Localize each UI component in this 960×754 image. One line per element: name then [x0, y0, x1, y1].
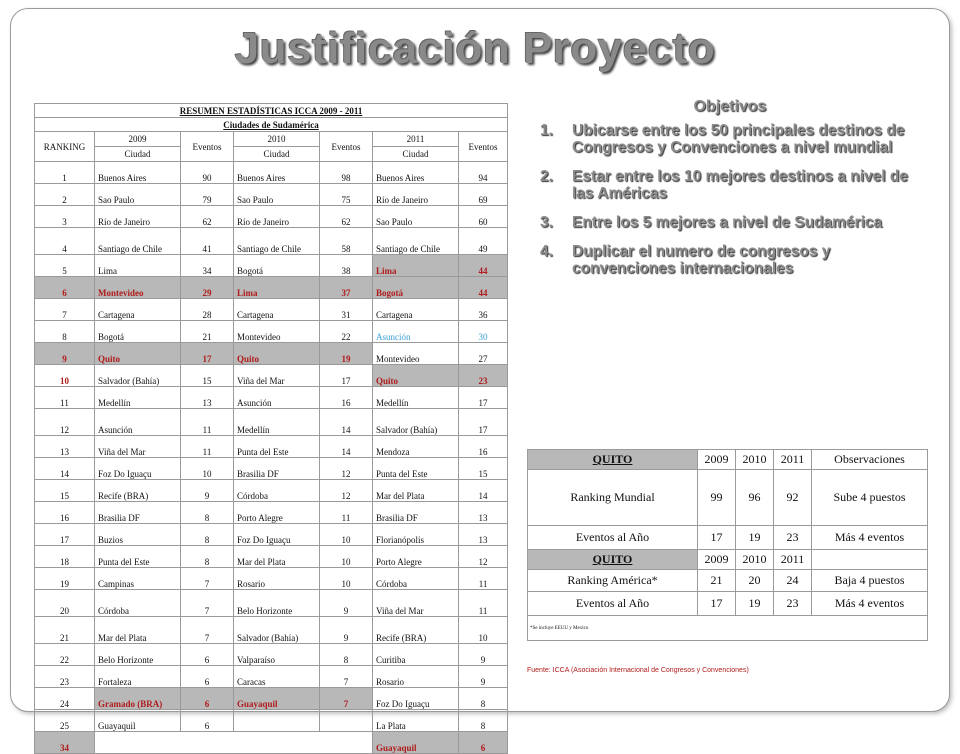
city-2011-cell: La Plata — [373, 710, 459, 732]
city-2010-cell: Salvador (Bahía) — [234, 617, 320, 644]
city-2011-cell: Lima — [373, 255, 459, 277]
events-2009-cell: 8 — [181, 502, 234, 524]
events-2011-cell: 49 — [459, 228, 508, 255]
year-2009-header: 2009 — [95, 132, 181, 147]
rank-cell: 1 — [35, 162, 95, 184]
events-2009-cell: 15 — [181, 365, 234, 387]
rank-cell: 8 — [35, 321, 95, 343]
empty-cell — [812, 550, 928, 570]
observation-cell: Más 4 eventos — [812, 526, 928, 550]
events-2010-cell: 7 — [320, 666, 373, 688]
city-2010-cell: Guayaquil — [234, 688, 320, 710]
city-2011-cell: Río de Janeiro — [373, 184, 459, 206]
events-2009-cell: 6 — [181, 710, 234, 732]
quito-header: QUITO — [528, 550, 698, 570]
table-row — [35, 546, 508, 568]
events-2009-cell: 79 — [181, 184, 234, 206]
events-2010-cell: 75 — [320, 184, 373, 206]
events-2011-cell: 12 — [459, 546, 508, 568]
events-2009-cell: 6 — [181, 666, 234, 688]
events-2011-cell: 9 — [459, 644, 508, 666]
rank-cell: 10 — [35, 365, 95, 387]
city-2009-cell: Salvador (Bahía) — [95, 365, 181, 387]
objectives-panel — [540, 98, 930, 289]
events-2010-cell: 17 — [320, 365, 373, 387]
objective-item — [540, 122, 930, 156]
events-2010-cell: 12 — [320, 480, 373, 502]
events-2011-cell: 69 — [459, 184, 508, 206]
events-2011-cell: 8 — [459, 710, 508, 732]
city-2009-cell: Punta del Este — [95, 546, 181, 568]
table-row — [35, 710, 508, 732]
table-row — [35, 524, 508, 546]
city-2009-cell: Asunción — [95, 409, 181, 436]
city-2011-cell: Florianópolis — [373, 524, 459, 546]
city-2009-cell: Guayaquil — [95, 710, 181, 732]
year-header: 2009 — [698, 450, 736, 470]
events-2009-cell: 7 — [181, 617, 234, 644]
events-2009-cell: 9 — [181, 480, 234, 502]
table-row — [35, 162, 508, 184]
table-cell: 21 — [698, 570, 736, 592]
events-2011-cell: 94 — [459, 162, 508, 184]
city-2009-cell: Mar del Plata — [95, 617, 181, 644]
city-2011-cell: Mendoza — [373, 436, 459, 458]
rank-cell: 4 — [35, 228, 95, 255]
table-cell: 23 — [774, 592, 812, 616]
city-2011-cell: Salvador (Bahía) — [373, 409, 459, 436]
events-2011-cell: 44 — [459, 255, 508, 277]
table-row — [35, 321, 508, 343]
table-row — [35, 458, 508, 480]
events-2009-cell: 62 — [181, 206, 234, 228]
events-2009-cell: 6 — [181, 688, 234, 710]
city-2011-cell: Santiago de Chile — [373, 228, 459, 255]
rank-cell: 20 — [35, 590, 95, 617]
city-2010-cell: Asunción — [234, 387, 320, 409]
city-2009-cell: Campinas — [95, 568, 181, 590]
table-row — [35, 590, 508, 617]
table-cell: 99 — [698, 470, 736, 526]
events-2009-cell: 13 — [181, 387, 234, 409]
events-2009-cell: 28 — [181, 299, 234, 321]
city-2009-cell: Quito — [95, 343, 181, 365]
city-2009-cell: Montevideo — [95, 277, 181, 299]
rank-cell: 13 — [35, 436, 95, 458]
icca-stats-table — [34, 103, 508, 754]
events-2009-cell: 10 — [181, 458, 234, 480]
events-2010-cell: 22 — [320, 321, 373, 343]
table-row — [35, 666, 508, 688]
events-2011-cell: 14 — [459, 480, 508, 502]
table-row — [35, 644, 508, 666]
city-2010-cell: Brasilia DF — [234, 458, 320, 480]
observaciones-header: Observaciones — [812, 450, 928, 470]
table-row — [35, 688, 508, 710]
city-2010-cell: Río de Janeiro — [234, 206, 320, 228]
city-2009-cell: Fortaleza — [95, 666, 181, 688]
table-cell: 24 — [774, 570, 812, 592]
city-2011-cell: Brasilia DF — [373, 502, 459, 524]
events-2011-cell: 13 — [459, 502, 508, 524]
city-2010-cell: Bogotá — [234, 255, 320, 277]
city-2010-cell: Porto Alegre — [234, 502, 320, 524]
rank-cell: 5 — [35, 255, 95, 277]
events-2011-cell: 13 — [459, 524, 508, 546]
events-2010-cell: 11 — [320, 502, 373, 524]
events-2009-cell: 11 — [181, 436, 234, 458]
city-2011-cell: Montevideo — [373, 343, 459, 365]
year-header: 2010 — [736, 450, 774, 470]
city-2010-cell: Punta del Este — [234, 436, 320, 458]
year-2011-header: 2011 — [373, 132, 459, 147]
rank-cell: 22 — [35, 644, 95, 666]
events-2011-cell: 10 — [459, 617, 508, 644]
table-row — [35, 480, 508, 502]
events-2010-cell — [320, 710, 373, 732]
events-2010-cell: 9 — [320, 590, 373, 617]
rank-cell: 23 — [35, 666, 95, 688]
city-2009-cell: Buzios — [95, 524, 181, 546]
year-header: 2011 — [774, 550, 812, 570]
ciudad-2009-header: Ciudad — [95, 147, 181, 162]
city-2010-cell: Córdoba — [234, 480, 320, 502]
city-2009-cell: Cartagena — [95, 299, 181, 321]
events-2011-cell: 15 — [459, 458, 508, 480]
events-2010-cell: 37 — [320, 277, 373, 299]
city-2010-cell: Rosario — [234, 568, 320, 590]
rank-cell: 18 — [35, 546, 95, 568]
table-title: RESUMEN ESTADÍSTICAS ICCA 2009 - 2011 — [35, 104, 508, 118]
events-2009-cell: 6 — [181, 644, 234, 666]
events-2010-cell: 98 — [320, 162, 373, 184]
objectives-title: Objetivos — [693, 98, 767, 115]
city-2010-cell: Buenos Aires — [234, 162, 320, 184]
city-2009-cell: Río de Janeiro — [95, 206, 181, 228]
rank-cell: 21 — [35, 617, 95, 644]
table-row — [35, 387, 508, 409]
city-2010-cell: Caracas — [234, 666, 320, 688]
ranking-header: RANKING — [35, 132, 95, 162]
city-2010-cell — [234, 710, 320, 732]
events-2011-cell: 6 — [459, 732, 508, 754]
rank-cell: 12 — [35, 409, 95, 436]
city-2010-cell: Mar del Plata — [234, 546, 320, 568]
observation-cell: Más 4 eventos — [812, 592, 928, 616]
city-2009-cell: Lima — [95, 255, 181, 277]
city-2011-cell: Rosario — [373, 666, 459, 688]
events-2011-cell: 9 — [459, 666, 508, 688]
row-label: Eventos al Año — [528, 526, 698, 550]
rank-cell: 19 — [35, 568, 95, 590]
events-2010-cell: 62 — [320, 206, 373, 228]
city-2009-cell: Santiago de Chile — [95, 228, 181, 255]
city-2009-cell: Bogotá — [95, 321, 181, 343]
table-cell: 96 — [736, 470, 774, 526]
events-2011-cell: 30 — [459, 321, 508, 343]
table-row — [35, 255, 508, 277]
events-2009-cell: 8 — [181, 524, 234, 546]
city-2011-cell: Foz Do Iguaçu — [373, 688, 459, 710]
objective-item — [540, 243, 930, 277]
year-header: 2009 — [698, 550, 736, 570]
table-cell: 92 — [774, 470, 812, 526]
events-2011-cell: 17 — [459, 387, 508, 409]
events-2010-cell: 19 — [320, 343, 373, 365]
objectives-list — [540, 122, 930, 277]
slide-title: Justificación Proyecto — [234, 24, 716, 73]
city-2010-cell: Sao Paulo — [234, 184, 320, 206]
rank-cell: 6 — [35, 277, 95, 299]
city-2009-cell: Foz Do Iguaçu — [95, 458, 181, 480]
objective-text: Estar entre los 10 mejores destinos a nivel de las Américas — [572, 168, 908, 202]
events-2009-cell: 29 — [181, 277, 234, 299]
rank-cell: 34 — [35, 732, 95, 754]
table-row — [35, 184, 508, 206]
table-row — [35, 343, 508, 365]
events-2009-cell: 90 — [181, 162, 234, 184]
events-2009-cell: 17 — [181, 343, 234, 365]
row-label: Ranking Mundial — [528, 470, 698, 526]
city-2009-cell: Gramado (BRA) — [95, 688, 181, 710]
ciudad-2010-header: Ciudad — [234, 147, 320, 162]
events-2011-cell: 60 — [459, 206, 508, 228]
city-2011-cell: Asunción — [373, 321, 459, 343]
city-2011-cell: Mar del Plata — [373, 480, 459, 502]
objective-number: 2. — [540, 168, 553, 185]
rank-cell: 7 — [35, 299, 95, 321]
city-2010-cell: Belo Horizonte — [234, 590, 320, 617]
city-2011-cell: Porto Alegre — [373, 546, 459, 568]
rank-cell: 15 — [35, 480, 95, 502]
table-row — [35, 228, 508, 255]
city-2011-cell: Guayaquil — [373, 732, 459, 754]
city-2009-cell: Córdoba — [95, 590, 181, 617]
city-2011-cell: Córdoba — [373, 568, 459, 590]
events-2010-cell: 14 — [320, 436, 373, 458]
table-cell: 17 — [698, 526, 736, 550]
table-row — [35, 277, 508, 299]
city-2011-cell: Curitiba — [373, 644, 459, 666]
city-2011-cell: Bogotá — [373, 277, 459, 299]
events-2011-cell: 17 — [459, 409, 508, 436]
city-2009-cell: Buenos Aires — [95, 162, 181, 184]
source-note: Fuente: ICCA (Asociación Internacional de Congresos y Convenciones) — [527, 667, 749, 674]
events-2010-cell: 10 — [320, 524, 373, 546]
observation-cell: Baja 4 puestos — [812, 570, 928, 592]
year-2010-header: 2010 — [234, 132, 320, 147]
events-2009-cell: 21 — [181, 321, 234, 343]
events-2010-cell: 12 — [320, 458, 373, 480]
objective-text: Entre los 5 mejores a nivel de Sudamérica — [572, 214, 883, 231]
city-2009-cell: Sao Paulo — [95, 184, 181, 206]
rank-cell: 3 — [35, 206, 95, 228]
objective-number: 3. — [540, 214, 553, 231]
events-2011-cell: 36 — [459, 299, 508, 321]
row-label: Ranking América* — [528, 570, 698, 592]
table-row — [35, 732, 508, 754]
events-2011-cell: 11 — [459, 568, 508, 590]
events-2011-cell: 23 — [459, 365, 508, 387]
events-2011-cell: 11 — [459, 590, 508, 617]
events-2009-cell: 11 — [181, 409, 234, 436]
table-row — [35, 568, 508, 590]
table-row — [35, 436, 508, 458]
table-cell: 20 — [736, 570, 774, 592]
year-header: 2011 — [774, 450, 812, 470]
city-2009-cell: Recife (BRA) — [95, 480, 181, 502]
city-2011-cell: Quito — [373, 365, 459, 387]
objective-text: Ubicarse entre los 50 principales destinos de Congresos y Convenciones a nivel mundial — [572, 122, 905, 156]
year-header: 2010 — [736, 550, 774, 570]
objective-number: 1. — [540, 122, 553, 139]
table-row — [35, 365, 508, 387]
table-cell: 17 — [698, 592, 736, 616]
events-2010-cell: 8 — [320, 644, 373, 666]
objective-item — [540, 168, 930, 202]
city-2009-cell: Brasilia DF — [95, 502, 181, 524]
events-2010-cell: 31 — [320, 299, 373, 321]
events-2009-cell: 34 — [181, 255, 234, 277]
events-2011-cell: 27 — [459, 343, 508, 365]
city-2010-cell: Medellín — [234, 409, 320, 436]
events-2009-cell: 7 — [181, 568, 234, 590]
city-2011-cell: Sao Paulo — [373, 206, 459, 228]
rank-cell: 9 — [35, 343, 95, 365]
events-2011-cell: 8 — [459, 688, 508, 710]
city-2010-cell: Montevideo — [234, 321, 320, 343]
events-2011-cell: 44 — [459, 277, 508, 299]
row-label: Eventos al Año — [528, 592, 698, 616]
events-2010-cell: 9 — [320, 617, 373, 644]
table-subtitle: Ciudades de Sudamérica — [35, 118, 508, 132]
objective-number: 4. — [540, 243, 553, 260]
events-2010-cell: 58 — [320, 228, 373, 255]
events-2010-cell: 7 — [320, 688, 373, 710]
events-2011-cell: 16 — [459, 436, 508, 458]
city-2011-cell: Punta del Este — [373, 458, 459, 480]
table-cell: 19 — [736, 526, 774, 550]
city-2010-cell: Cartagena — [234, 299, 320, 321]
city-2009-cell: Viña del Mar — [95, 436, 181, 458]
city-2010-cell: Quito — [234, 343, 320, 365]
objective-text: Duplicar el numero de congresos y convenciones internacionales — [572, 243, 831, 277]
table-row — [35, 617, 508, 644]
rank-cell: 2 — [35, 184, 95, 206]
table-row — [35, 299, 508, 321]
city-2010-cell: Valparaíso — [234, 644, 320, 666]
objective-item — [540, 214, 930, 231]
city-2011-cell: Viña del Mar — [373, 590, 459, 617]
city-2009-cell: Medellín — [95, 387, 181, 409]
city-2011-cell: Cartagena — [373, 299, 459, 321]
table-cell: 23 — [774, 526, 812, 550]
rank-cell: 14 — [35, 458, 95, 480]
events-2009-cell: 41 — [181, 228, 234, 255]
city-2009-cell — [95, 732, 373, 754]
table-row — [35, 502, 508, 524]
city-2011-cell: Medellín — [373, 387, 459, 409]
quito-header: QUITO — [528, 450, 698, 470]
events-2009-cell: 7 — [181, 590, 234, 617]
rank-cell: 25 — [35, 710, 95, 732]
table-note: *Se incluye EEUU y Mexico — [528, 616, 928, 641]
city-2011-cell: Recife (BRA) — [373, 617, 459, 644]
rank-cell: 17 — [35, 524, 95, 546]
observation-cell: Sube 4 puestos — [812, 470, 928, 526]
table-cell: 19 — [736, 592, 774, 616]
table-row — [35, 409, 508, 436]
eventos-2011-header: Eventos — [459, 132, 508, 162]
table-row — [35, 206, 508, 228]
events-2010-cell: 14 — [320, 409, 373, 436]
rank-cell: 24 — [35, 688, 95, 710]
city-2011-cell: Buenos Aires — [373, 162, 459, 184]
ciudad-2011-header: Ciudad — [373, 147, 459, 162]
rank-cell: 16 — [35, 502, 95, 524]
rank-cell: 11 — [35, 387, 95, 409]
city-2010-cell: Foz Do Iguaçu — [234, 524, 320, 546]
events-2010-cell: 38 — [320, 255, 373, 277]
eventos-2009-header: Eventos — [181, 132, 234, 162]
city-2010-cell: Viña del Mar — [234, 365, 320, 387]
city-2010-cell: Santiago de Chile — [234, 228, 320, 255]
events-2010-cell: 16 — [320, 387, 373, 409]
eventos-2010-header: Eventos — [320, 132, 373, 162]
events-2009-cell: 8 — [181, 546, 234, 568]
quito-table — [527, 449, 928, 641]
events-2010-cell: 10 — [320, 546, 373, 568]
events-2010-cell: 10 — [320, 568, 373, 590]
city-2009-cell: Belo Horizonte — [95, 644, 181, 666]
city-2010-cell: Lima — [234, 277, 320, 299]
